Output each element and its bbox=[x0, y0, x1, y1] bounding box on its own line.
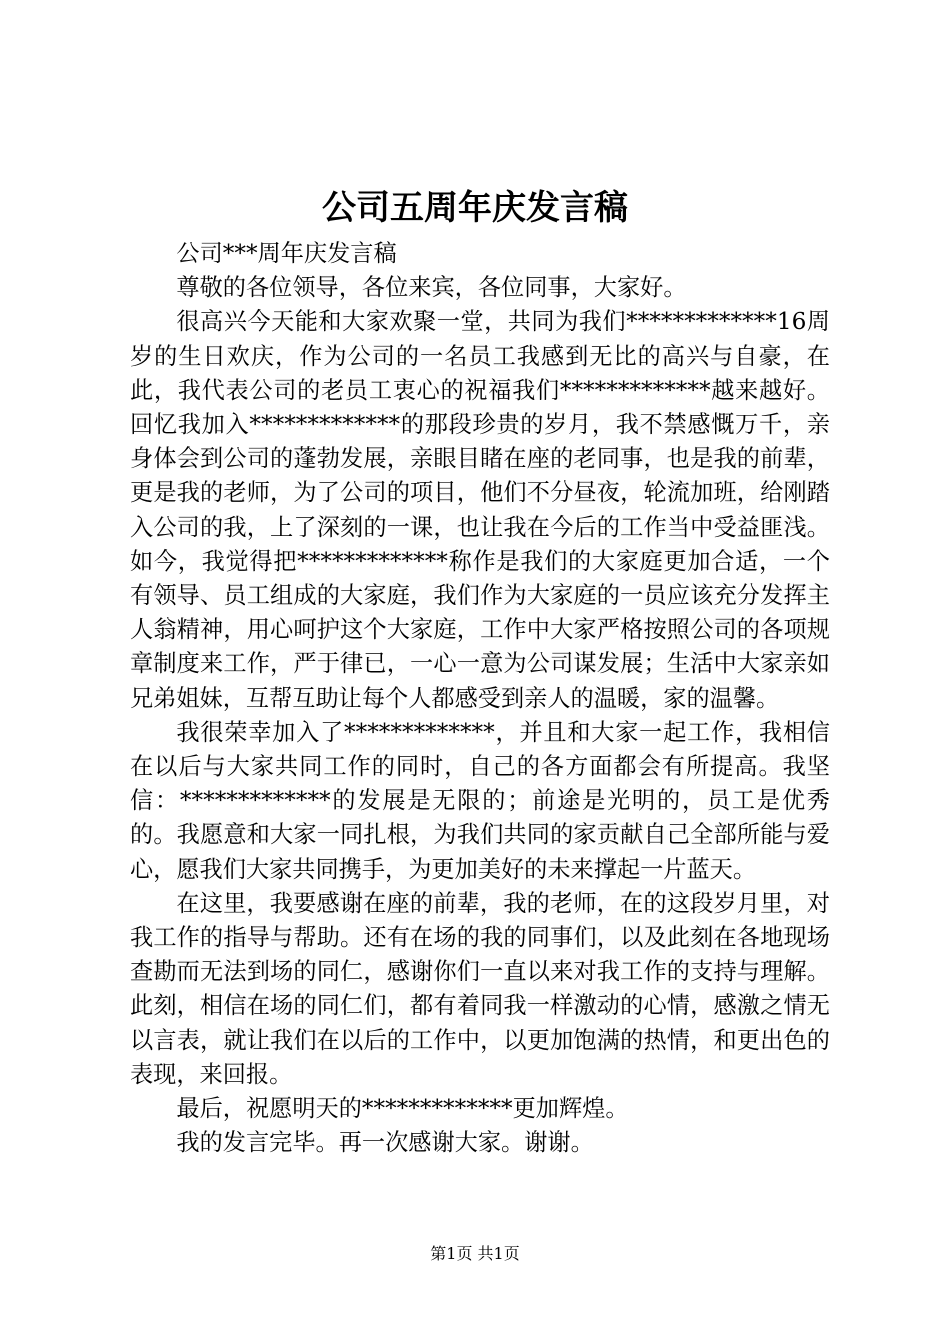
paragraph-body: 很高兴今天能和大家欢聚一堂，共同为我们*************16周岁的生日欢庆，作为公司的一名员工我感到无比的高兴与自豪，在此，我代表公司的老员工衷心的祝福我们*************越来越好。回忆我加入*************的那段珍贵的岁月，我不禁感慨万千，亲身体会到公司的蓬勃发展，亲眼目睹在座的老同事，也是我的前辈，更是我的老师，为了公司的项目，他们不分昼夜，轮流加班，给刚踏入公司的我，上了深刻的一课，也让我在今后的工作当中受益匪浅。如今，我觉得把*************称作是我们的大家庭更加合适，一个有领导、员工组成的大家庭，我们作为大家庭的一员应该充分发挥主人翁精神，用心呵护这个大家庭，工作中大家严格按照公司的各项规章制度来工作，严于律已，一心一意为公司谋发展；生活中大家亲如兄弟姐妹，互帮互助让每个人都感受到亲人的温暖，家的温馨。 bbox=[130, 308, 830, 712]
document-body bbox=[130, 237, 830, 1160]
paragraph-subtitle: 公司***周年庆发言稿 bbox=[176, 240, 397, 267]
paragraph-closing-wish: 最后，祝愿明天的*************更加辉煌。 bbox=[176, 1095, 629, 1123]
document-title: 公司五周年庆发言稿 bbox=[322, 188, 628, 228]
paragraph-greeting: 尊敬的各位领导，各位来宾，各位同事，大家好。 bbox=[176, 274, 687, 302]
paragraph-body: 在这里，我要感谢在座的前辈，我的老师，在的这段岁月里，对我工作的指导与帮助。还有在场的我的同事们，以及此刻在各地现场查勘而无法到场的同仁，感谢你们一直以来对我工作的支持与理解。此刻，相信在场的同仁们，都有着同我一样激动的心情，感激之情无以言表，就让我们在以后的工作中，以更加饱满的热情，和更出色的表现，来回报。 bbox=[130, 889, 830, 1088]
page-footer: 第1页 共1页 bbox=[430, 1244, 520, 1263]
paragraph-body: 我很荣幸加入了*************，并且和大家一起工作，我相信在以后与大家共同工作的同时，自己的各方面都会有所提高。我坚信：*************的发展是无限的；前途是光明的，员工是优秀的。我愿意和大家一同扎根，为我们共同的家贡献自己全部所能与爱心，愿我们大家共同携手，为更加美好的未来撑起一片蓝天。 bbox=[130, 718, 830, 883]
paragraph-closing-thanks: 我的发言完毕。再一次感谢大家。谢谢。 bbox=[176, 1129, 594, 1157]
